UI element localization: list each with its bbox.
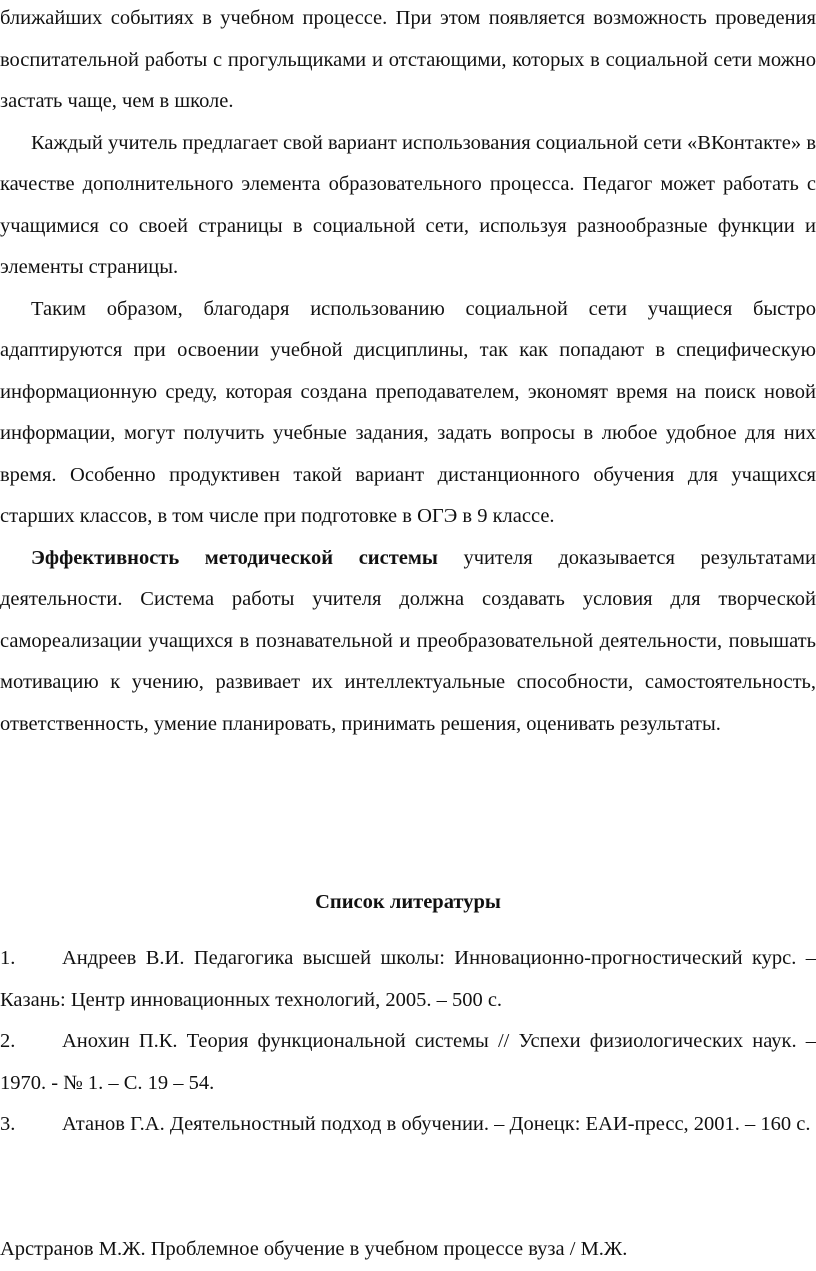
paragraph-3: Таким образом, благодаря использованию социальной сети учащиеся быстро адаптируются при освоении учебной дисциплины, так как попадают в специфическую информационную среду, которая создана преподавателем, экономят время на поиск новой информации, могут получить учебные задания, задать вопросы в любое удобное для них время. Особенно продуктивен такой вариант дистанционного обучения для учащихся старших классов, в том числе при подготовке в ОГЭ в 9 классе.	[0, 297, 816, 527]
reference-item	[0, 1021, 816, 1104]
reference-text: Анохин П.К. Теория функциональной системы // Успехи физиологических наук. – 1970. - № 1. – С. 19 – 54.	[0, 1030, 816, 1094]
paragraph-2: Каждый учитель предлагает свой вариант использования социальной сети «ВКонтакте» в качестве дополнительного элемента образовательного процесса. Педагог может работать с учащимися со своей страницы в социальной сети, используя разнообразные функции и элементы страницы.	[0, 131, 816, 278]
reference-number: 3.	[0, 1113, 16, 1135]
paragraph-4-text: учителя доказывается результатами деятельности. Система работы учителя должна создавать условия для творческой самореализации учащихся в познавательной и преобразовательной деятельности, повышать мотивацию к учению, развивает их интеллектуальные способности, самостоятельность, ответственность, умение планировать, принимать решения, оценивать результаты.	[0, 546, 816, 735]
reference-number: 2.	[0, 1030, 16, 1052]
reference-item	[0, 1104, 816, 1146]
paragraph-4	[0, 538, 816, 746]
reference-text: Андреев В.И. Педагогика высшей школы: Инновационно-прогностический курс. – Казань: Центр инновационных технологий, 2005. – 500 с.	[0, 947, 816, 1011]
references-heading: Список литературы	[315, 891, 501, 913]
paragraph-4-bold-lead: Эффективность методической системы	[31, 546, 438, 569]
reference-partial-line: Арстранов М.Ж. Проблемное обучение в учебном процессе вуза / М.Ж.	[0, 1238, 628, 1260]
reference-item	[0, 938, 816, 1021]
paragraph-1: ближайших событиях в учебном процессе. При этом появляется возможность проведения воспитательной работы с прогульщиками и отстающими, которых в социальной сети можно застать чаще, чем в школе.	[0, 7, 816, 112]
reference-number: 1.	[0, 947, 16, 969]
reference-text: Атанов Г.А. Деятельностный подход в обучении. – Донецк: ЕАИ-пресс, 2001. – 160 с.	[62, 1113, 811, 1135]
references-list	[0, 938, 816, 1146]
